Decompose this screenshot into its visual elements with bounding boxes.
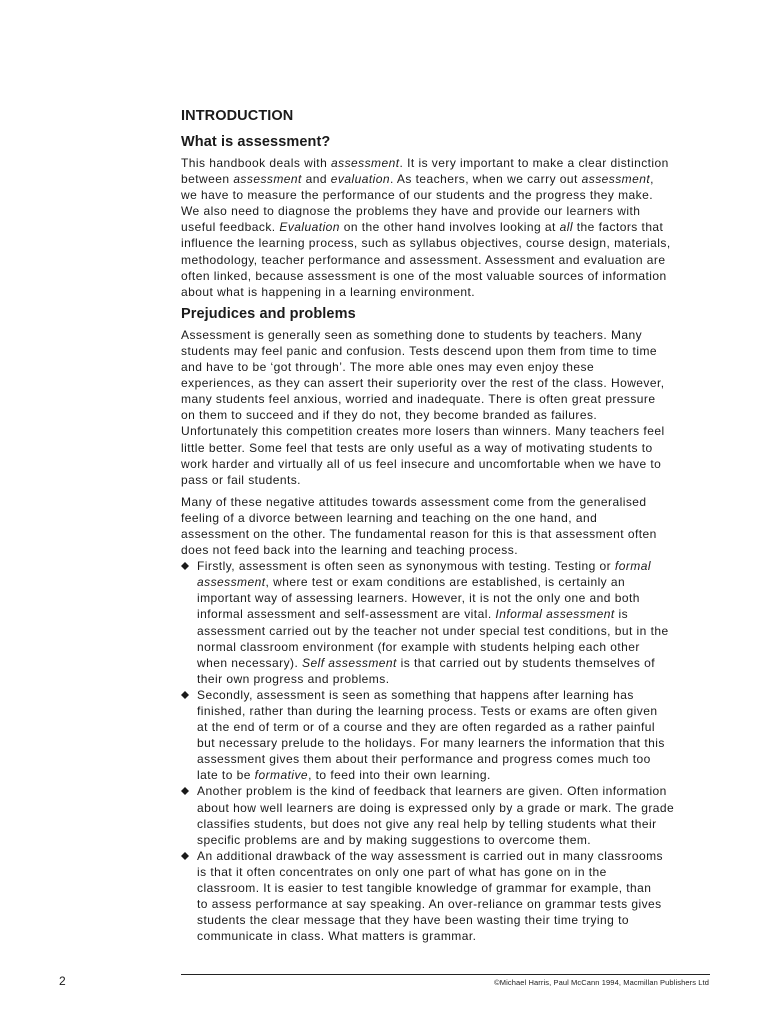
- list-item-text: Secondly, assessment is seen as something that happens after learning has finished, rather than during the learning process. Tests or exams are often given at the end of term or of a course and they are often regarded as a rather painful but necessary prelude to the holidays. For many learners the information that this assessment gives them about their performance and progress comes much too late to be formative, to feed into their own learning.: [197, 687, 665, 783]
- bullet-list: [181, 558, 711, 944]
- diamond-bullet-icon: [181, 691, 189, 699]
- list-item-text: An additional drawback of the way assessment is carried out in many classrooms is that it often concentrates on only one part of what has gone on in the classroom. It is easier to test tangible knowledge of grammar for example, than to assess performance at say speaking. An over-reliance on grammar tests gives students the clear message that they have been wasting their time trying to communicate in class. What matters is grammar.: [197, 848, 663, 944]
- page-number: 2: [59, 974, 66, 988]
- list-item: [181, 687, 711, 784]
- list-item-text: Firstly, assessment is often seen as synonymous with testing. Testing or formal assessment, where test or exam conditions are established, is certainly an important way of assessing learners. However, it is not the only one and both informal assessment and self-assessment are vital. Informal assessment is assessment carried out by the teacher not under special test conditions, but in the normal classroom environment (for example with students helping each other when necessary). Self assessment is that carried out by students themselves of their own progress and problems.: [197, 559, 669, 686]
- section-title: Prejudices and problems: [181, 305, 356, 322]
- paragraph: Assessment is generally seen as something done to students by teachers. Many students may feel panic and confusion. Tests descend upon them from time to time and have to be ‘got through’. The more able ones may even enjoy these experiences, as they can assert their superiority over the rest of the class. However, many students feel anxious, worried and inadequate. There is often great pressure on them to succeed and if they do not, they become branded as failures. Unfortunately this competition creates more losers than winners. Many teachers feel little better. Some feel that tests are only useful as a way of motivating students to work harder and virtually all of us feel insecure and uncomfortable when we have to pass or fail students.: [181, 327, 665, 487]
- paragraph: Many of these negative attitudes towards assessment come from the generalised feeling of a divorce between learning and teaching on the one hand, and assessment on the other. The fundamental reason for this is that assessment often does not feed back into the learning and teaching process.: [181, 494, 657, 558]
- section-title: What is assessment?: [181, 134, 331, 150]
- footer-divider: [181, 974, 710, 975]
- list-item: [181, 558, 711, 687]
- diamond-bullet-icon: [181, 852, 189, 860]
- section-what-is-assessment: [181, 134, 711, 300]
- list-item-text: Another problem is the kind of feedback that learners are given. Often information about how well learners are doing is expressed only by a grade or mark. The grade classifies students, but does not give any real help by telling students what their specific problems are and by making suggestions to overcome them.: [197, 784, 675, 847]
- section-prejudices-and-problems: [181, 306, 711, 945]
- paragraph: This handbook deals with assessment. It is very important to make a clear distinction between assessment and evaluation. As teachers, when we carry out assessment, we have to measure the performance of our students and the progress they make. We also need to diagnose the problems they have and provide our learners with useful feedback. Evaluation on the other hand involves looking at all the factors that influence the learning process, such as syllabus objectives, course design, materials, methodology, teacher performance and assessment. Assessment and evaluation are often linked, because assessment is one of the most valuable sources of information about what is happening in a learning environment.: [181, 156, 671, 299]
- list-item: [181, 848, 711, 945]
- page-heading: INTRODUCTION: [181, 108, 294, 124]
- diamond-bullet-icon: [181, 787, 189, 795]
- page-content: [181, 108, 711, 944]
- list-item: [181, 783, 711, 847]
- diamond-bullet-icon: [181, 562, 189, 570]
- copyright-notice: ©Michael Harris, Paul McCann 1994, Macmillan Publishers Ltd: [494, 978, 709, 987]
